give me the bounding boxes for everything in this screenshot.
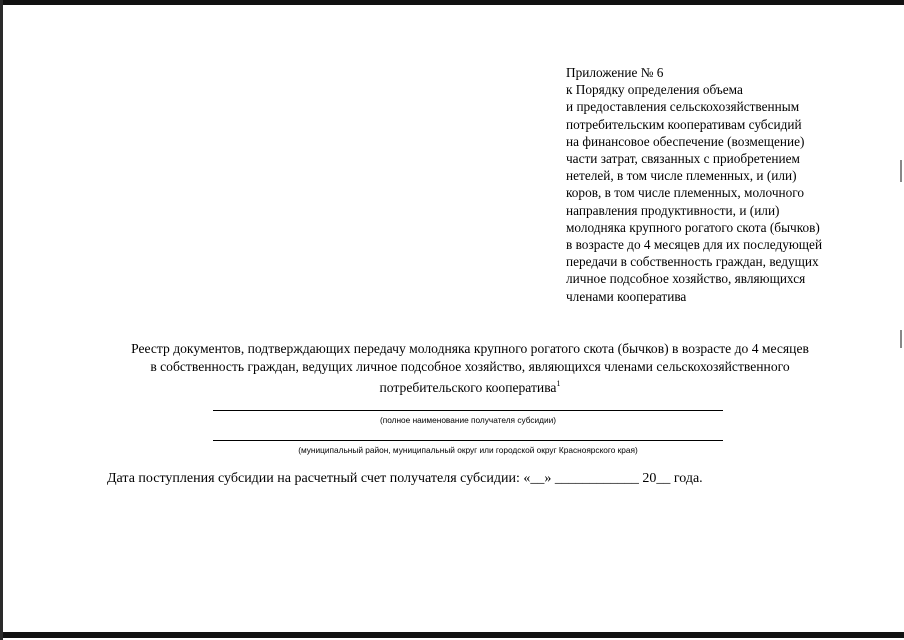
district-line bbox=[213, 440, 723, 441]
subsidy-date-line: Дата поступления субсидии на расчетный счет получателя субсидии: «__» ____________ 20__ года. bbox=[107, 471, 703, 486]
annex-line: членами кооператива bbox=[566, 288, 687, 304]
title-line-1: Реестр документов, подтверждающих передачу молодняка крупного рогатого скота (бычков) в возрасте до 4 месяцев bbox=[131, 341, 809, 356]
annex-line: направления продуктивности, и (или) bbox=[566, 202, 780, 218]
annex-line: на финансовое обеспечение (возмещение) bbox=[566, 133, 805, 149]
footnote-mark: 1 bbox=[556, 379, 561, 388]
title-line-3 bbox=[60, 375, 880, 397]
annex-line: нетелей, в том числе племенных, и (или) bbox=[566, 168, 797, 184]
scan-border-bottom bbox=[0, 632, 904, 638]
scan-border-left bbox=[0, 0, 3, 640]
annex-line: коров, в том числе племенных, молочного bbox=[566, 185, 805, 201]
annex-line: части затрат, связанных с приобретением bbox=[566, 151, 800, 167]
annex-line: Приложение № 6 bbox=[566, 65, 664, 80]
annex-line: личное подсобное хозяйство, являющихся bbox=[566, 271, 806, 287]
annex-line: к Порядку определения объема bbox=[566, 82, 743, 98]
annex-line: молодняка крупного рогатого скота (бычков) bbox=[566, 219, 820, 235]
title-line-3-text: потребительского кооператива bbox=[379, 380, 557, 395]
recipient-name-caption: (полное наименование получателя субсидии) bbox=[379, 415, 557, 425]
document-title bbox=[60, 340, 880, 397]
annex-line: потребительским кооперативам субсидий bbox=[566, 116, 802, 132]
scan-mark bbox=[900, 160, 902, 182]
annex-header bbox=[566, 64, 866, 305]
recipient-name-line bbox=[213, 410, 723, 411]
annex-line: в возрасте до 4 месяцев для их последующей bbox=[566, 237, 823, 253]
scan-border-top bbox=[0, 0, 904, 5]
district-caption: (муниципальный район, муниципальный округ или городской округ Красноярского края) bbox=[298, 445, 638, 455]
title-line-2: в собственность граждан, ведущих личное подсобное хозяйство, являющихся членами сельскохозяйственного bbox=[150, 358, 790, 374]
annex-line: передачи в собственность граждан, ведущих bbox=[566, 254, 819, 270]
scan-mark bbox=[900, 330, 902, 348]
annex-line: и предоставления сельскохозяйственным bbox=[566, 99, 800, 115]
